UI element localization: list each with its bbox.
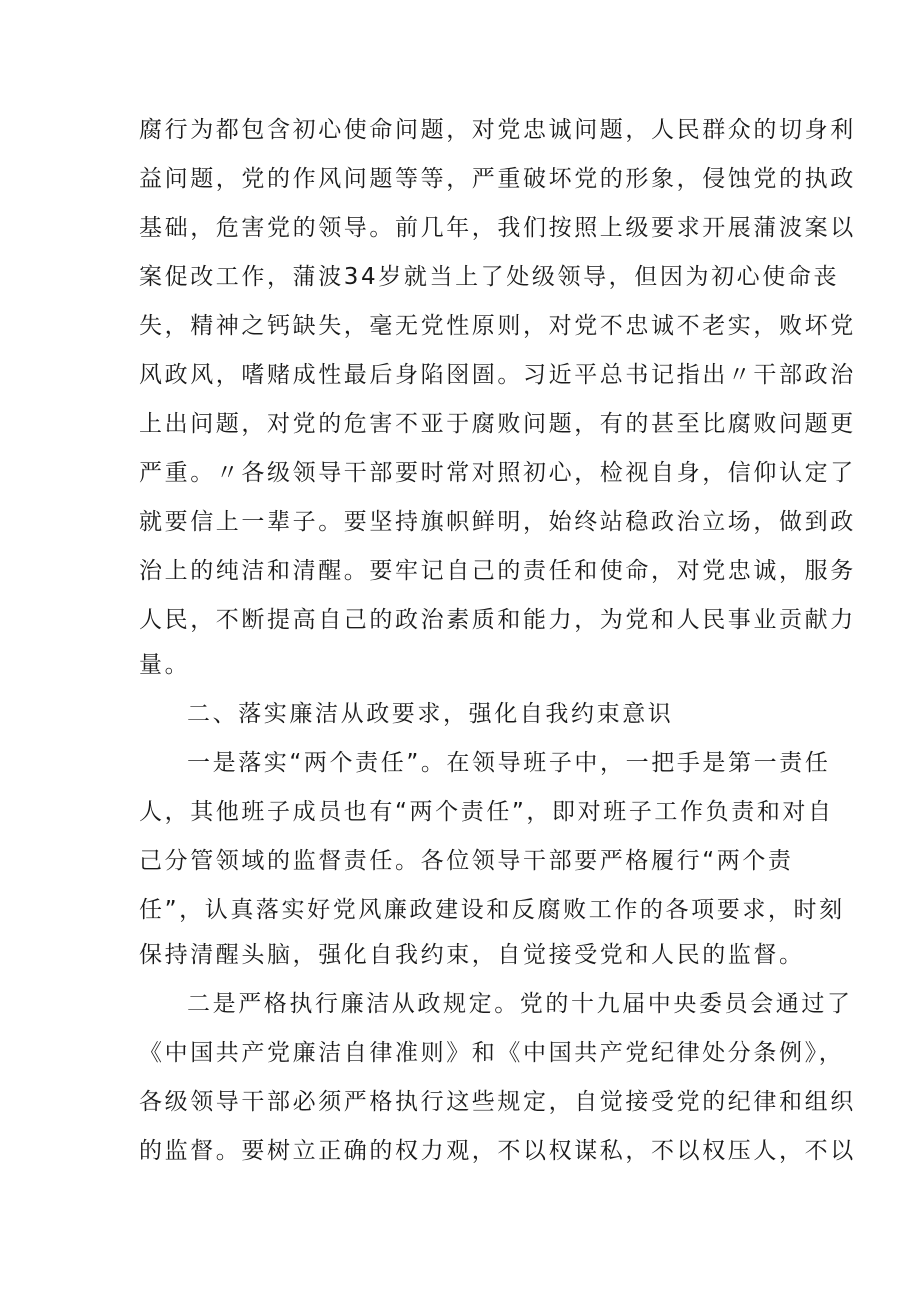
text-line: 《中国共产党廉洁自律准则》和《中国共产党纪律处分条例》， [139,1040,845,1066]
text-line: 腐行为都包含初心使命问题，对党忠诚问题，人民群众的切身利 [139,117,856,143]
text-line: 人，其他班子成员也有“两个责任”，即对班子工作负责和对自 [139,799,834,825]
text-line: 风政风，嗜赌成性最后身陷囹圄。习近平总书记指出〃干部政治 [139,362,856,388]
section-heading: 二、落实廉洁从政要求，强化自我约束意识 [187,701,674,727]
text-line: 就要信上一辈子。要坚持旗帜鲜明，始终站稳政治立场，做到政 [139,509,856,535]
text-line: 量。 [139,652,191,678]
text-line: 失，精神之钙缺失，毫无党性原则，对党不忠诚不老实，败坏党 [139,313,856,339]
text-line: 一是落实“两个责任”。在领导班子中，一把手是第一责任 [187,750,831,776]
text-line: 严重。〃各级领导干部要时常对照初心，检视自身，信仰认定了 [139,460,856,486]
text-line: 案促改工作，蒲波34岁就当上了处级领导，但因为初心使命丧 [139,264,840,290]
text-line: 基础，危害党的领导。前几年，我们按照上级要求开展蒲波案以 [139,215,856,241]
text-line: 各级领导干部必须严格执行这些规定，自觉接受党的纪律和组织 [139,1089,856,1115]
text-line: 任”，认真落实好党风廉政建设和反腐败工作的各项要求，时刻 [139,897,845,923]
text-line: 上出问题，对党的危害不亚于腐败问题，有的甚至比腐败问题更 [139,411,856,437]
text-line: 保持清醒头脑，强化自我约束，自觉接受党和人民的监督。 [139,942,805,968]
text-line: 己分管领域的监督责任。各位领导干部要严格履行“两个责 [139,848,794,874]
text-line: 人民，不断提高自己的政治素质和能力，为党和人民事业贡献力 [139,607,856,633]
text-line: 治上的纯洁和清醒。要牢记自己的责任和使命，对党忠诚，服务 [139,558,856,584]
text-line: 的监督。要树立正确的权力观，不以权谋私，不以权压人，不以 [139,1138,856,1164]
text-line: 益问题，党的作风问题等等，严重破坏党的形象，侵蚀党的执政 [139,166,856,192]
text-line: 二是严格执行廉洁从政规定。党的十九届中央委员会通过了 [187,991,853,1017]
